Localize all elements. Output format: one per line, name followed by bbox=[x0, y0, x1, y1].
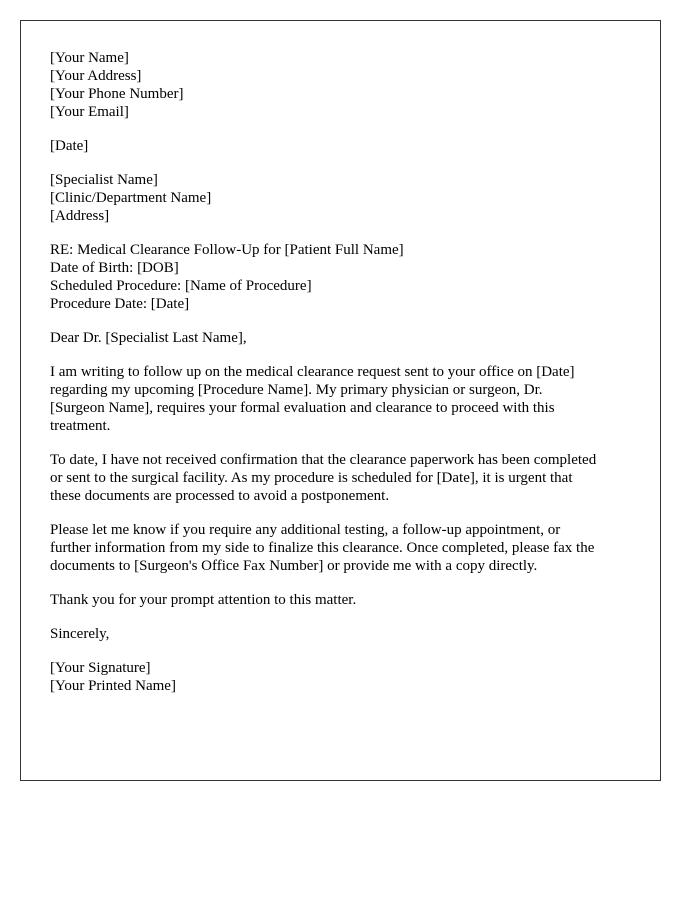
printed-name: [Your Printed Name] bbox=[50, 678, 176, 694]
closing bbox=[50, 625, 650, 643]
sender-name: [Your Name] bbox=[50, 50, 129, 66]
sender-email: [Your Email] bbox=[50, 104, 129, 120]
paragraph-4 bbox=[50, 591, 650, 609]
scheduled-procedure: Scheduled Procedure: [Name of Procedure] bbox=[50, 278, 312, 294]
sender-block bbox=[50, 49, 650, 121]
paragraph-line: further information from my side to finalize this clearance. Once completed, please fax the bbox=[50, 540, 595, 556]
paragraph-1 bbox=[50, 363, 650, 435]
date-block bbox=[50, 137, 650, 155]
closing-text: Sincerely, bbox=[50, 626, 110, 642]
paragraph-line: To date, I have not received confirmation that the clearance paperwork has been completed bbox=[50, 452, 597, 468]
paragraph-line: Please let me know if you require any additional testing, a follow-up appointment, or bbox=[50, 522, 561, 538]
recipient-clinic: [Clinic/Department Name] bbox=[50, 190, 212, 206]
sender-phone: [Your Phone Number] bbox=[50, 86, 184, 102]
letter-body bbox=[50, 49, 650, 711]
subject-block bbox=[50, 241, 650, 313]
recipient-block bbox=[50, 171, 650, 225]
signature-block bbox=[50, 659, 650, 695]
sender-address: [Your Address] bbox=[50, 68, 142, 84]
paragraph-2 bbox=[50, 451, 650, 505]
paragraph-line: treatment. bbox=[50, 418, 111, 434]
paragraph-line: these documents are processed to avoid a postponement. bbox=[50, 488, 390, 504]
date-of-birth: Date of Birth: [DOB] bbox=[50, 260, 179, 276]
letter-date: [Date] bbox=[50, 138, 89, 154]
letter-page bbox=[20, 20, 661, 781]
salutation-text: Dear Dr. [Specialist Last Name], bbox=[50, 330, 247, 346]
signature: [Your Signature] bbox=[50, 660, 151, 676]
paragraph-line: documents to [Surgeon's Office Fax Number] or provide me with a copy directly. bbox=[50, 558, 538, 574]
paragraph-line: regarding my upcoming [Procedure Name]. My primary physician or surgeon, Dr. bbox=[50, 382, 543, 398]
subject-line: RE: Medical Clearance Follow-Up for [Patient Full Name] bbox=[50, 242, 404, 258]
paragraph-3 bbox=[50, 521, 650, 575]
paragraph-line: or sent to the surgical facility. As my procedure is scheduled for [Date], it is urgent that bbox=[50, 470, 573, 486]
paragraph-line: [Surgeon Name], requires your formal evaluation and clearance to proceed with this bbox=[50, 400, 555, 416]
paragraph-line: Thank you for your prompt attention to this matter. bbox=[50, 592, 357, 608]
recipient-address: [Address] bbox=[50, 208, 110, 224]
recipient-name: [Specialist Name] bbox=[50, 172, 158, 188]
procedure-date: Procedure Date: [Date] bbox=[50, 296, 190, 312]
paragraph-line: I am writing to follow up on the medical clearance request sent to your office on [Date] bbox=[50, 364, 575, 380]
salutation bbox=[50, 329, 650, 347]
